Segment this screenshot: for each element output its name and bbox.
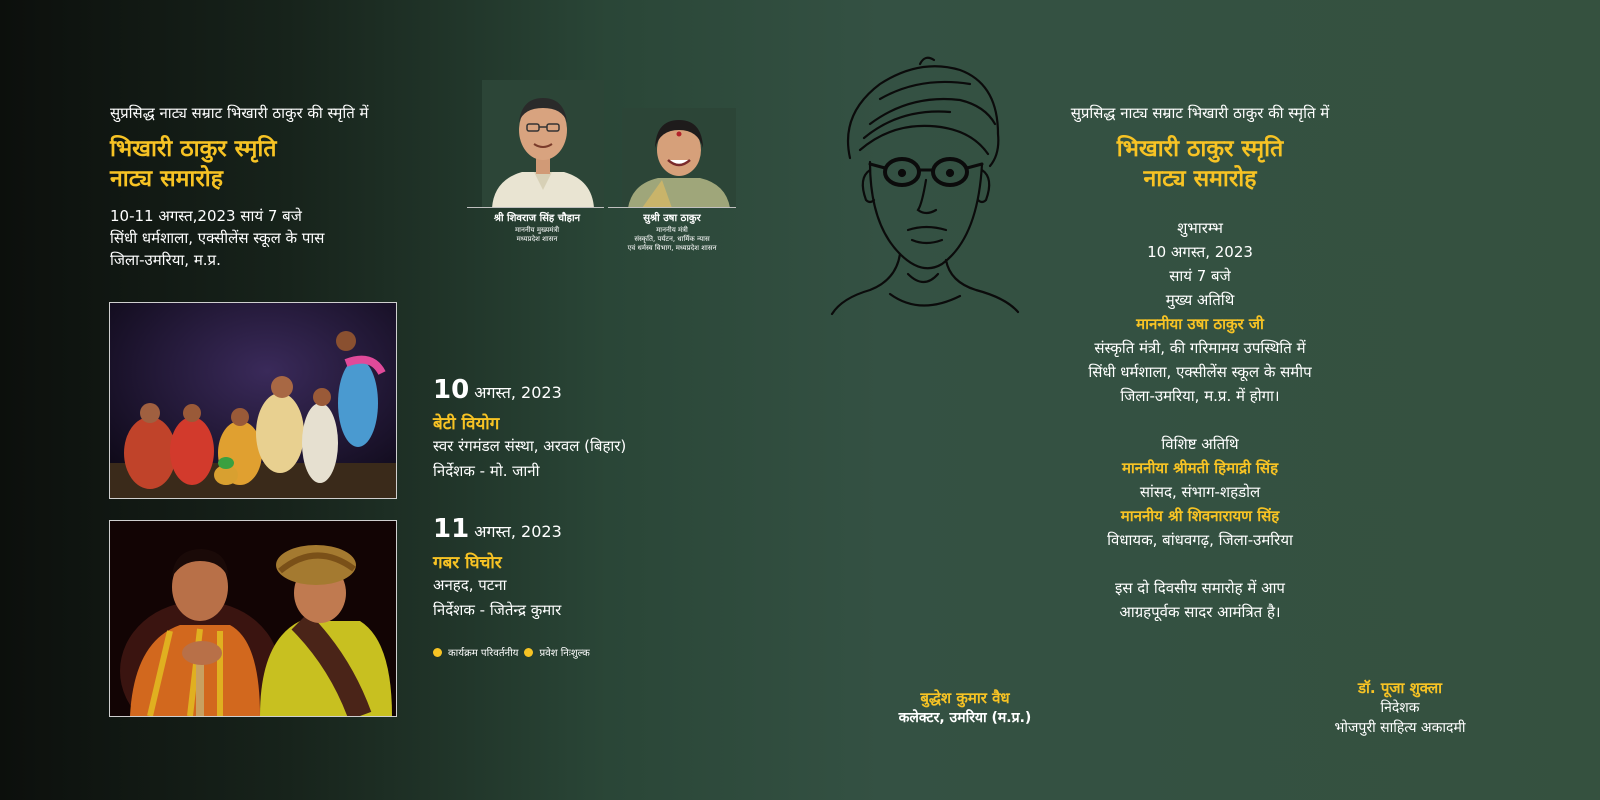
event-2-day: 11: [433, 514, 470, 544]
collector-title: कलेक्टर, उमरिया (म.प्र.): [898, 710, 1032, 726]
left-title-line2: नाट्य समारोह: [110, 166, 223, 192]
venue-line1: 10-11 अगस्त,2023 सायं 7 बजे: [110, 207, 302, 225]
bullet-icon: [524, 648, 533, 657]
spacer: [1000, 408, 1400, 432]
event-2-group: अनहद, पटना: [433, 576, 507, 594]
event-1-month: अगस्त, 2023: [474, 383, 562, 402]
inauguration-time: सायं 7 बजे: [1169, 267, 1231, 285]
chief-guest-label: मुख्य अतिथि: [1165, 291, 1235, 309]
event-photo-beti-viyog: [109, 302, 397, 499]
event-2-director: निर्देशक - जितेन्द्र कुमार: [433, 601, 562, 619]
event-photo-gabar-ghichor: [109, 520, 397, 717]
note-program-changeable: कार्यक्रम परिवर्तनीय: [448, 648, 519, 659]
invitation-line2: आग्रहपूर्वक सादर आमंत्रित है।: [1119, 603, 1281, 621]
right-title: [1000, 134, 1400, 194]
dignitary-role-2b: संस्कृति, पर्यटन, धार्मिक न्यास: [634, 235, 710, 243]
left-title-line1: भिखारी ठाकुर स्मृति: [110, 136, 277, 162]
dignitary-caption-1: [462, 212, 612, 244]
event-1-day: 10: [433, 375, 470, 405]
event-2-month: अगस्त, 2023: [474, 522, 562, 541]
bhikhari-thakur-sketch: [830, 54, 1020, 316]
right-title-line1: भिखारी ठाकुर स्मृति: [1116, 136, 1284, 162]
inauguration-date: 10 अगस्त, 2023: [1147, 243, 1253, 261]
special-guest-2-role: विधायक, बांधवगढ़, जिला-उमरिया: [1107, 531, 1293, 549]
director-organization: भोजपुरी साहित्य अकादमी: [1334, 720, 1466, 736]
special-guest-label: विशिष्ट अतिथि: [1161, 435, 1239, 453]
dignitary-role-1a: माननीय मुख्यमंत्री: [514, 226, 560, 234]
venue-line2: सिंधी धर्मशाला, एक्सीलेंस स्कूल के पास: [110, 229, 325, 247]
minister-portrait: [622, 108, 736, 208]
portrait-rule-2: [608, 207, 736, 208]
right-intro: सुप्रसिद्ध नाट्य सम्राट भिखारी ठाकुर की स्मृति में: [1070, 104, 1330, 122]
collector-name: बुद्धेश कुमार वैध: [920, 689, 1010, 707]
event-2-date: [433, 514, 562, 544]
special-guest-2-name: माननीय श्री शिवनारायण सिंह: [1120, 507, 1280, 525]
event-2: [433, 514, 562, 623]
director-title: निदेशक: [1380, 700, 1420, 716]
director-name: डॉ. पूजा शुक्ला: [1357, 679, 1443, 697]
event-1-director: निर्देशक - मो. जानी: [433, 462, 540, 480]
left-venue: [110, 205, 324, 271]
event-1: [433, 375, 626, 484]
spacer: [1000, 552, 1400, 576]
event-1-play: बेटी वियोग: [433, 414, 500, 434]
venue-line3: जिला-उमरिया, म.प्र.: [110, 251, 221, 269]
dignitary-role-2a: माननीय मंत्री: [656, 226, 688, 234]
dignitary-name-2: सुश्री उषा ठाकुर: [643, 213, 701, 224]
left-intro: सुप्रसिद्ध नाट्य सम्राट भिखारी ठाकुर की स्मृति में: [110, 104, 369, 122]
portrait-rule-1: [467, 207, 604, 208]
right-title-line2: नाट्य समारोह: [1143, 166, 1257, 192]
dignitary-role-2c: एवं धर्मस्व विभाग, मध्यप्रदेश शासन: [627, 244, 717, 252]
dignitary-role-1b: मध्यप्रदेश शासन: [516, 235, 558, 243]
chief-guest-role: संस्कृति मंत्री, की गरिमामय उपस्थिति में: [1094, 339, 1306, 357]
special-guest-1-name: माननीया श्रीमती हिमाद्री सिंह: [1121, 459, 1279, 477]
dignitary-caption-2: [608, 212, 736, 253]
right-invitation-body: [1000, 216, 1400, 624]
dignitary-name-1: श्री शिवराज सिंह चौहान: [493, 213, 581, 224]
event-2-play: गबर घिचोर: [433, 553, 502, 573]
event-1-group: स्वर रंगमंडल संस्था, अरवल (बिहार): [433, 437, 627, 455]
left-title: [110, 134, 276, 194]
right-venue-line2: जिला-उमरिया, म.प्र. में होगा।: [1120, 387, 1280, 405]
chief-guest-name: माननीया उषा ठाकुर जी: [1136, 315, 1264, 333]
note-free-entry: प्रवेश निःशुल्क: [539, 648, 590, 659]
invitation-line1: इस दो दिवसीय समारोह में आप: [1115, 579, 1285, 597]
right-venue-line1: सिंधी धर्मशाला, एक्सीलेंस स्कूल के समीप: [1088, 363, 1312, 381]
signature-director: [1300, 678, 1500, 738]
special-guest-1-role: सांसद, संभाग-शहडोल: [1139, 483, 1261, 501]
event-notes: [433, 645, 590, 659]
inauguration-label: शुभारम्भ: [1177, 219, 1223, 237]
event-1-date: [433, 375, 626, 405]
chief-minister-portrait: [482, 80, 604, 208]
signature-collector: [870, 688, 1060, 728]
bullet-icon: [433, 648, 442, 657]
